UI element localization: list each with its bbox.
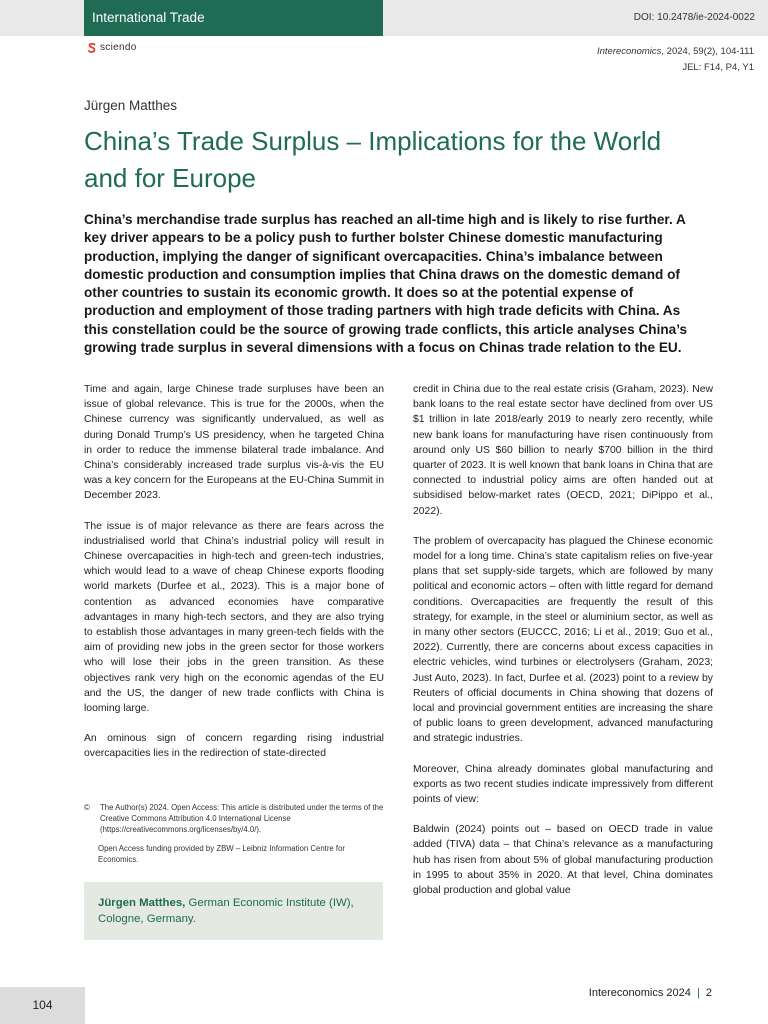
jel-codes: JEL: F14, P4, Y1 xyxy=(682,62,754,73)
publisher-name: sciendo xyxy=(100,42,137,53)
article-title: China’s Trade Surplus – Implications for the World and for Europe xyxy=(84,126,662,193)
body-paragraph: The problem of overcapacity has plagued the Chinese economic model for a long time. China’s state capitalism relies on five-year plans that set supply-side targets, which are followed by many political and economic actors – often with little regard for demand conditions. Overcapacities are frequently the result of this strategy, for example, in the steel or aluminium sector, as well as in many other sectors (EUCCC, 2016; Li et al., 2019; Guo et al., 2022). Currently, there are concerns about excess capacities in electric vehicles, wind turbines or electrolysers (Graham, 2023; Just Auto, 2023). In fact, Durfee et al. (2023) point to a review by Reuters of official documents in China showing that dozens of local and provincial government entities are increasing the share of public loans to green development, advanced manufacturing and strategic industries. xyxy=(413,535,713,745)
article-author: Jürgen Matthes xyxy=(84,98,178,113)
body-paragraph: credit in China due to the real estate crisis (Graham, 2023). New bank loans to the real estate sector have declined from over US $1 trillion in late 2018/early 2019 to nearly zero recently, while new bank loans for manufacturing have risen continuously from around only US $60 billion to nearly $700 billion in the third quarter of 2023. It is well known that bank loans in China that are connected to industrial policy aims are often handed out at subsidised below-market rates (OECD, 2021; DiPippo et al., 2022). xyxy=(413,384,713,517)
body-column-left xyxy=(84,382,384,777)
sciendo-logo-icon xyxy=(88,43,96,53)
affiliation-detail: German Economic Institute (IW), Cologne, Germany. xyxy=(98,897,354,925)
footer-separator: | xyxy=(696,987,700,999)
footer-journal-year: Intereconomics 2024 xyxy=(588,987,691,999)
author-affiliation-box xyxy=(84,882,383,940)
funding-note: Open Access funding provided by ZBW – Leibniz Information Centre for Economics. xyxy=(98,844,346,864)
journal-citation: , 2024, 59(2), 104-111 xyxy=(661,46,754,57)
affiliation-author-name: Jürgen Matthes, xyxy=(98,897,186,909)
license-text: The Author(s) 2024. Open Access: This article is distributed under the terms of the Creative Commons Attribution 4.0 International License (https://creativecommons.org/licenses/by/4.0/). xyxy=(100,803,384,834)
body-paragraph: Baldwin (2024) points out – based on OECD trade in value added (TIVA) data – that China’s relevance as a manufacturing hub has risen from about 5% of global manufacturing production in 1995 to about 35% in 2020. At that level, China dominates global production and global value xyxy=(413,824,713,897)
body-column-right xyxy=(413,382,713,913)
publisher-logo xyxy=(88,42,137,53)
section-label: International Trade xyxy=(84,0,383,36)
article-abstract: China’s merchandise trade surplus has reached an all-time high and is likely to rise further. A key driver appears to be a policy push to further bolster Chinese domestic manufacturing production, implying the danger of significant overcapacities. China’s imbalance between domestic production and consumption implies that China draws on the domestic demand of other countries to sustain its economic growth. It does so at the potential expense of production and employment of those trading partners with high trade deficits with China. As this constellation could be the source of growing trade conflicts, this article analyses China’s growing trade surplus in several dimensions with a focus on Chinas trade relation to the EU. xyxy=(84,212,688,356)
copyright-symbol: © xyxy=(84,803,90,812)
journal-reference xyxy=(597,44,754,76)
journal-name: Intereconomics xyxy=(596,46,662,57)
license-footnote xyxy=(84,802,384,865)
body-paragraph: The issue is of major relevance as there are fears across the industrialised world that China’s industrial policy will result in Chinese overcapacities in high-tech and green-tech industries, which would lead to a wave of cheap Chinese exports flooding world markets (Durfee et al., 2023). This is a major bone of contention as advanced economies have comparative advantages in many high-tech sectors, and they are also trying to establish those advantages in many green-tech fields with the aim of providing new jobs in the green sector for those workers who will lose their jobs in the green transition. As these objectives rank very high on the economic agendas of the EU and the US, the danger of new trade conflicts with China is looming large. xyxy=(84,520,384,715)
body-paragraph: Time and again, large Chinese trade surpluses have been an issue of global relevance. This is true for the 2000s, when the Chinese currency was significantly undervalued, as well as during Donald Trump’s US presidency, when he targeted China in order to reduce the immense bilateral trade imbalance. And China’s considerably increased trade surplus vis-à-vis the EU was a key concern for the Europeans at the EU-China Summit in December 2023. xyxy=(84,384,384,502)
footer-journal xyxy=(589,987,712,999)
page-number: 104 xyxy=(0,987,85,1024)
doi-text[interactable]: DOI: 10.2478/ie-2024-0022 xyxy=(633,12,755,23)
body-paragraph: Moreover, China already dominates global manufacturing and exports as two recent studies indicate impressively from different points of view: xyxy=(413,763,713,806)
footer-issue: 2 xyxy=(705,987,712,999)
body-paragraph: An ominous sign of concern regarding rising industrial overcapacities lies in the redirection of state-directed xyxy=(84,733,384,760)
